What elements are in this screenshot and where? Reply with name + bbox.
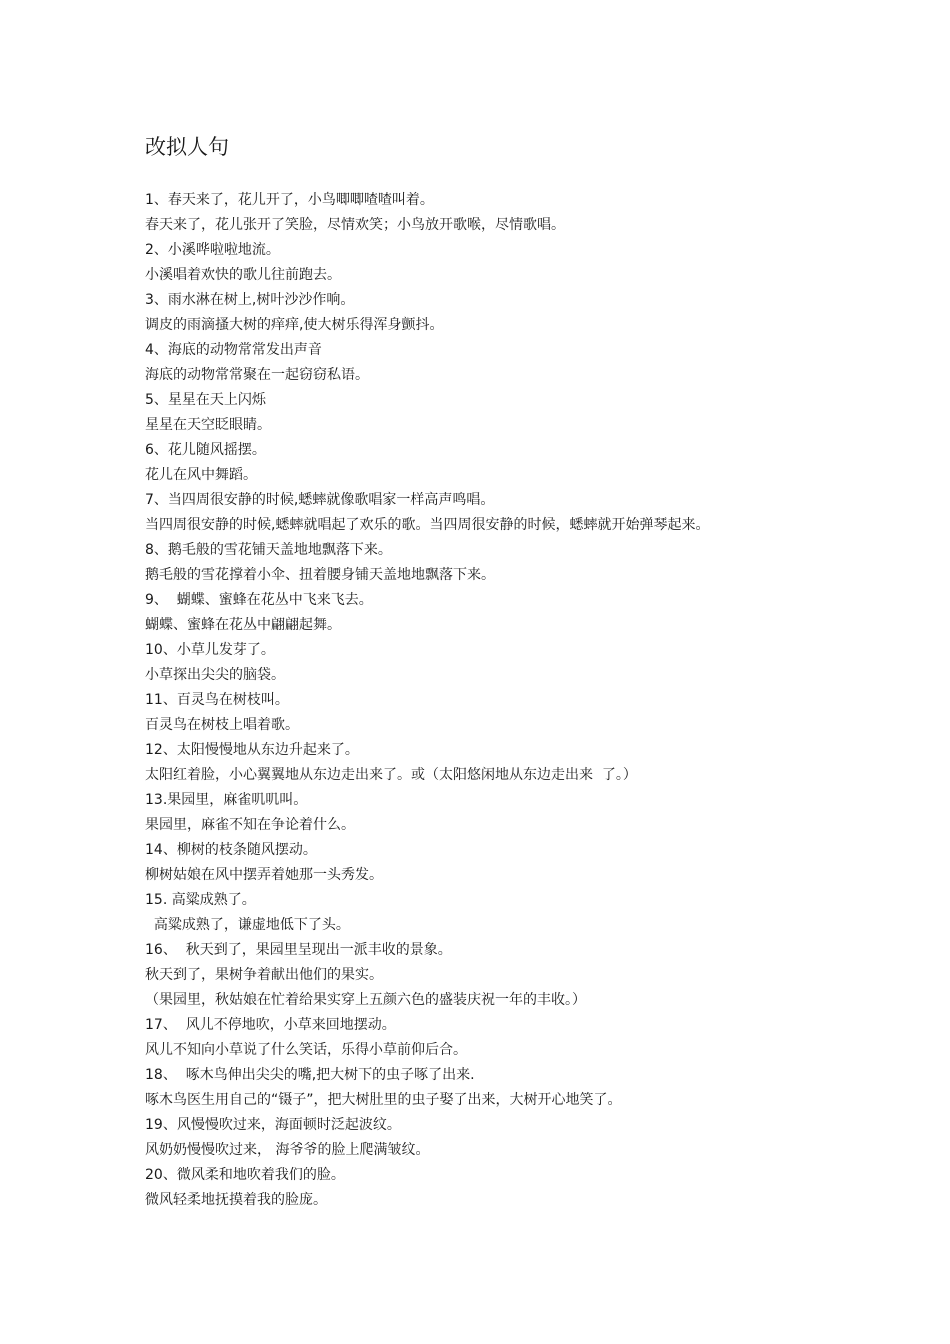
- personified-sentence: 星星在天空眨眼睛。: [145, 417, 271, 433]
- personified-sentence: 调皮的雨滴搔大树的痒痒,使大树乐得浑身颤抖。: [145, 317, 444, 333]
- document-title: 改拟人句: [145, 135, 229, 159]
- personified-sentence: 17、 风儿不停地吹，小草来回地摆动。: [145, 1017, 396, 1033]
- original-sentence: 14、柳树的枝条随风摆动。: [145, 842, 317, 858]
- original-sentence: 4、海底的动物常常发出声音: [145, 342, 322, 358]
- personified-sentence: 果园里，麻雀不知在争论着什么。: [145, 817, 355, 833]
- original-sentence: 6、花儿随风摇摆。: [145, 442, 266, 458]
- personified-sentence: 春天来了，花儿张开了笑脸，尽情欢笑；小鸟放开歌喉，尽情歌唱。: [145, 217, 565, 233]
- personified-sentence: 海底的动物常常聚在一起窃窃私语。: [145, 367, 369, 383]
- original-sentence: 风儿不知向小草说了什么笑话，乐得小草前仰后合。: [145, 1042, 467, 1058]
- original-sentence: （果园里，秋姑娘在忙着给果实穿上五颜六色的盛装庆祝一年的丰收。）: [145, 992, 586, 1008]
- original-sentence: 3、雨水淋在树上,树叶沙沙作响。: [145, 292, 355, 308]
- original-sentence: 12、太阳慢慢地从东边升起来了。: [145, 742, 359, 758]
- personified-sentence: 蝴蝶、蜜蜂在花丛中翩翩起舞。: [145, 617, 341, 633]
- personified-sentence: 当四周很安静的时候,蟋蟀就唱起了欢乐的歌。当四周很安静的时候，蟋蟀就开始弹琴起来。: [145, 517, 710, 533]
- personified-sentence: 小草探出尖尖的脑袋。: [145, 667, 285, 683]
- original-sentence: 9、 蝴蝶、蜜蜂在花丛中飞来飞去。: [145, 592, 373, 608]
- personified-sentence: 花儿在风中舞蹈。: [145, 467, 257, 483]
- personified-sentence: 18、 啄木鸟伸出尖尖的嘴,把大树下的虫子啄了出来.: [145, 1067, 475, 1083]
- original-sentence: 15. 高粱成熟了。: [145, 892, 256, 908]
- personified-sentence: 太阳红着脸，小心翼翼地从东边走出来了。或（太阳悠闲地从东边走出来 了。）: [145, 767, 637, 783]
- original-sentence: 2、小溪哗啦啦地流。: [145, 242, 280, 258]
- original-sentence: 10、小草儿发芽了。: [145, 642, 275, 658]
- original-sentence: 11、百灵鸟在树枝叫。: [145, 692, 289, 708]
- personified-sentence: 高粱成熟了，谦虚地低下了头。: [145, 917, 350, 933]
- personified-sentence: 柳树姑娘在风中摆弄着她那一头秀发。: [145, 867, 383, 883]
- sentence-list: [145, 188, 925, 1213]
- original-sentence: 13.果园里，麻雀叽叽叫。: [145, 792, 308, 808]
- personified-sentence: 20、微风柔和地吹着我们的脸。: [145, 1167, 345, 1183]
- personified-sentence: 秋天到了，果树争着献出他们的果实。: [145, 967, 383, 983]
- original-sentence: 啄木鸟医生用自己的“镊子”，把大树肚里的虫子娶了出来，大树开心地笑了。: [145, 1092, 622, 1108]
- original-sentence: 5、星星在天上闪烁: [145, 392, 266, 408]
- original-sentence: 1、春天来了，花儿开了，小鸟唧唧喳喳叫着。: [145, 192, 434, 208]
- original-sentence: 7、当四周很安静的时候,蟋蟀就像歌唱家一样高声鸣唱。: [145, 492, 495, 508]
- personified-sentence: 百灵鸟在树枝上唱着歌。: [145, 717, 299, 733]
- original-sentence: 微风轻柔地抚摸着我的脸庞。: [145, 1192, 327, 1208]
- personified-sentence: 小溪唱着欢快的歌儿往前跑去。: [145, 267, 341, 283]
- personified-sentence: 19、风慢慢吹过来，海面顿时泛起波纹。: [145, 1117, 401, 1133]
- original-sentence: 16、 秋天到了，果园里呈现出一派丰收的景象。: [145, 942, 452, 958]
- original-sentence: 8、鹅毛般的雪花铺天盖地地飘落下来。: [145, 542, 392, 558]
- personified-sentence: 鹅毛般的雪花撑着小伞、扭着腰身铺天盖地地飘落下来。: [145, 567, 495, 583]
- original-sentence: 风奶奶慢慢吹过来， 海爷爷的脸上爬满皱纹。: [145, 1142, 430, 1158]
